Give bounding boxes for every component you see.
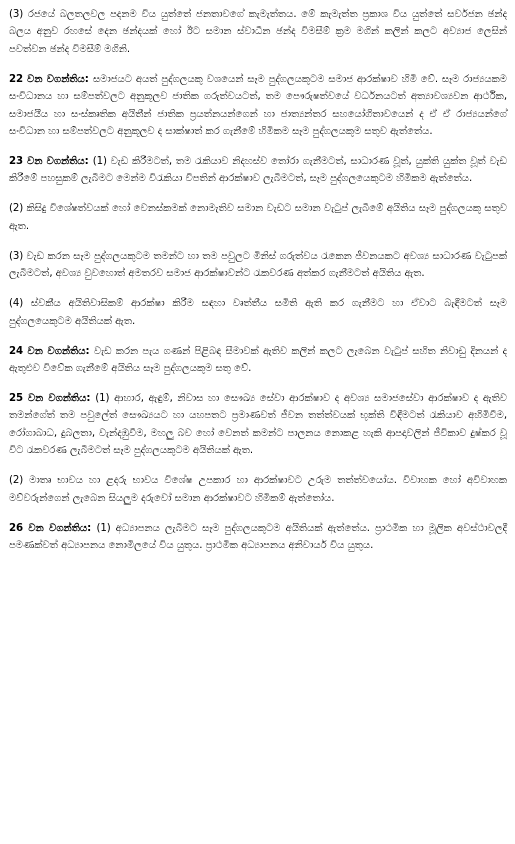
paragraph-article-23-2: [9, 200, 507, 235]
paragraph-article-26-1: [9, 520, 507, 555]
paragraph-text: සමාජයට අයත් පුද්ගලයකු වශයෙන් සෑම පුද්ගලයකුටම සමාජ ආරක්ෂාව හිමි වේ. සෑම රාජ්‍යයකම සංවිධානය හා සම්පත්වලට අනුකූලව ජාතික ගරුත්වයටත්, තම පෞරුෂත්වයේ වර්ධනයටත් අත්‍යාවශ්‍යවන ආර්ථික, සමාජයීය හා සංස්කෘතික අයිතීන් ජාතික ප්‍රයත්නයන්ගෙන් හා ජාත්‍යන්තර සහයෝගිතාවයෙන් ද ඒ ඒ රාජ්‍යයන්ගේ සංවිධාන හා සම්පත්වලට අනුකූලව ද සාක්ෂාත් කර ගැනීමේ හිමිකම සෑම පුද්ගලයකුම සතුව ඇත්තේය.: [9, 73, 507, 138]
paragraph-text: (4) ස්වකීය අයිතිවාසිකම් ආරක්ෂා කිරීම සඳහා වෘත්තීය සමිති ඇති කර ගැනීමට හා ඒවාට බැඳීමටත් සෑම පුද්ගලයෙකුටම අයිතියක් ඇත.: [9, 298, 507, 327]
paragraph-heading: 22 වන වගන්තිය:: [9, 73, 93, 85]
paragraph-text: (3) රජයේ බලතලවල පදනම විය යුත්තේ ජනතාවගේ කැමැත්තය. මේ කැමැත්ත ප්‍රකාශ විය යුත්තේ සර්වජන ඡන්ද බලය අනුව රහසේ දෙන ඡන්දයක් හෝ ඊට සමාන ස්වාධීන ඡන්ද විමසීම් ක්‍රම මගින් කලින් කලට අව්‍යාජ ලෙසින් පවත්වන ඡන්ද විමසීම් මගිනි.: [9, 9, 507, 55]
paragraph-text: (2) කිසිදු විශේෂත්වයක් හෝ වෙනස්කමක් නොමැතිව සමාන වැඩට සමාන වැටුප් ලැබීමේ අයිතිය සෑම පුද්ගලයකු සතුව ඇත.: [9, 203, 507, 232]
paragraph-article-22: [9, 71, 507, 141]
paragraph-article-25-1: [9, 390, 507, 460]
paragraph-text: (1) වැඩ කිරීමටත්, තම රැකියාව නිදහස්ව තෝරා ගැනීමටත්, සාධාරණ වූත්, යුක්ති යුක්ත වූත් වැඩ කිරීමේ පහසුකම් ලැබීමට මෙන්ම විරැකියා විපතින් ආරක්ෂාව ලැබීමටත්, සෑම පුද්ගලයෙකුටම හිමිකම ඇත්තේය.: [9, 156, 507, 185]
paragraph-article-25-2: [9, 472, 507, 507]
paragraph-text: වැඩ කරන පැය ගණන් පිළිබඳ සීමාවක් ඇතිව කලින් කලට ලැබෙන වැටුප් සහිත නිවාඩු දිනයන් ද ඇතුළුව විවේක ගැනීමේ අයිතිය සෑම පුද්ගලයකුම සතු වේ.: [9, 345, 507, 375]
paragraph-article-23-4: [9, 295, 507, 330]
paragraph-article-23-3: [9, 248, 507, 283]
paragraph-heading: 24 වන වගන්තිය:: [9, 345, 95, 357]
paragraph-heading: 23 වන වගන්තිය:: [9, 156, 93, 168]
paragraph-21-3: [9, 6, 507, 58]
paragraph-heading: 25 වන වගන්තිය:: [9, 393, 96, 405]
paragraph-text: (1) අධ්‍යාපනය ලැබීමට සෑම පුද්ගලයකුටම අයිතියක් ඇත්තේය. ප්‍රාථමික හා මූලික අවස්ථාවලදී පමණක්වත් අධ්‍යාපනය නොමිලයේ විය යුතුය. ප්‍රාථමික අධ්‍යාපනය අනිවාර්ය විය යුතුය.: [9, 522, 507, 552]
paragraph-heading: 26 වන වගන්තිය:: [9, 522, 97, 534]
paragraph-text: (2) මාතෘ භාවය හා ළදරු භාවය විශේෂ උපකාර හා ආරක්ෂාවට උරුම තත්ත්වයෝය. විවාහක හෝ අවිවාහක මව්වරුන්ගෙන් ලැබෙන සියලුම දරුවෝ සමාන ආරක්ෂාවට හිමිකම් ඇත්තෝය.: [9, 475, 507, 504]
paragraph-article-24: [9, 343, 507, 378]
paragraph-text: (1) ආහාර, ඇඳුම්, නිවාස හා සෞඛ්‍ය සේවා ආරක්ෂාව ද අවශ්‍ය සමාජසේවා ආරක්ෂාව ද ඇතිව තමන්ගේත් තම පවුලේත් සෞඛ්‍යයට හා යහපතට ප්‍රමාණවත් ජීවන තත්ත්වයක් භුක්ති විඳීමටත් රැකියාව අහිමිවීම, රෝගාබාධ, දුබලතා, වැන්දඹුවීම, මහලු බව හෝ වෙනත් කමන්ට පාලනය නොකළ හැකි ආපදාවලින් ජීවිකාව දුෂ්කර වූ විට රැකවරණ ලැබීමටත් සෑම පුද්ගලයකුටම අයිතියක් ඇත.: [9, 393, 507, 457]
paragraph-article-23-1: [9, 153, 507, 188]
paragraph-text: (3) වැඩ කරන සෑම පුද්ගලයකුටම තමන්ට හා තම පවුලට මිනිස් ගරුත්වය රැකෙන ජීවනයකට අවශ්‍ය සාධාරණ වැටුපක් ලැබීමටත්, අවශ්‍ය වුවහොත් අමතරව සමාජ ආරක්ෂාවන්ට රැකවරණ අත්කර ගැනීමටත් අයිතිය ඇත.: [9, 250, 507, 280]
